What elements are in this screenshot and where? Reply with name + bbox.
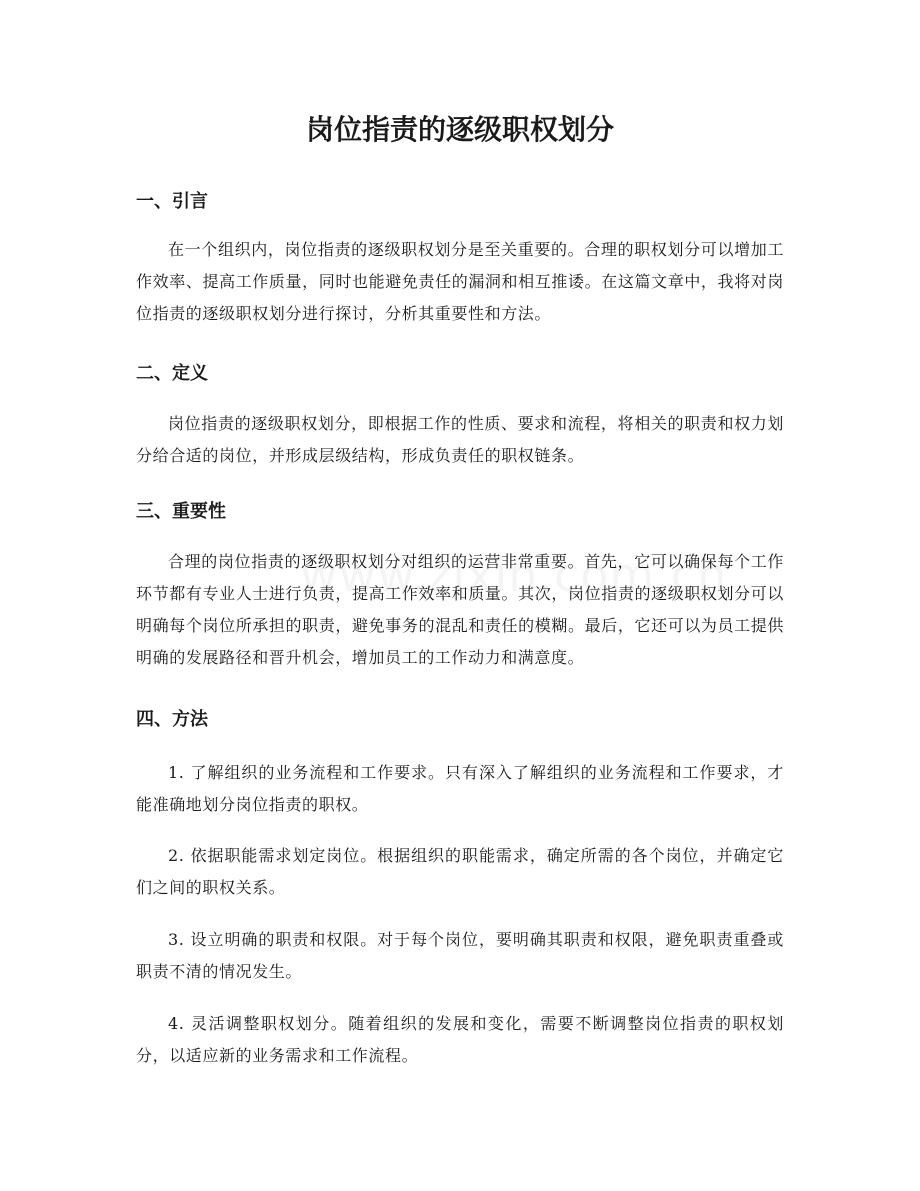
section-heading-introduction: 一、引言 (136, 191, 208, 212)
document-title: 岗位指责的逐级职权划分 (305, 113, 614, 146)
method-item-1: 1. 了解组织的业务流程和工作要求。只有深入了解组织的业务流程和工作要求，才能准确地划分岗位指责的职权。 (136, 763, 784, 814)
paragraph-definition: 岗位指责的逐级职权划分，即根据工作的性质、要求和流程，将相关的职责和权力划分给合适的岗位，并形成层级结构，形成负责任的职权链条。 (136, 414, 784, 465)
section-heading-methods: 四、方法 (136, 709, 208, 730)
method-item-2: 2. 依据职能需求划定岗位。根据组织的职能需求，确定所需的各个岗位，并确定它们之间的职权关系。 (136, 846, 784, 897)
paragraph-introduction: 在一个组织内，岗位指责的逐级职权划分是至关重要的。合理的职权划分可以增加工作效率、提高工作质量，同时也能避免责任的漏洞和相互推诿。在这篇文章中，我将对岗位指责的逐级职权划分进行探讨，分析其重要性和方法。 (136, 240, 784, 323)
method-item-3: 3. 设立明确的职责和权限。对于每个岗位，要明确其职责和权限，避免职责重叠或职责不清的情况发生。 (136, 930, 784, 981)
section-heading-importance: 三、重要性 (136, 501, 226, 522)
section-heading-definition: 二、定义 (136, 363, 208, 384)
paragraph-importance: 合理的岗位指责的逐级职权划分对组织的运营非常重要。首先，它可以确保每个工作环节都有专业人士进行负责，提高工作效率和质量。其次，岗位指责的逐级职权划分可以明确每个岗位所承担的职责，避免事务的混乱和责任的模糊。最后，它还可以为员工提供明确的发展路径和晋升机会，增加员工的工作动力和满意度。 (136, 552, 784, 667)
method-item-4: 4. 灵活调整职权划分。随着组织的发展和变化，需要不断调整岗位指责的职权划分，以适应新的业务需求和工作流程。 (136, 1014, 784, 1065)
